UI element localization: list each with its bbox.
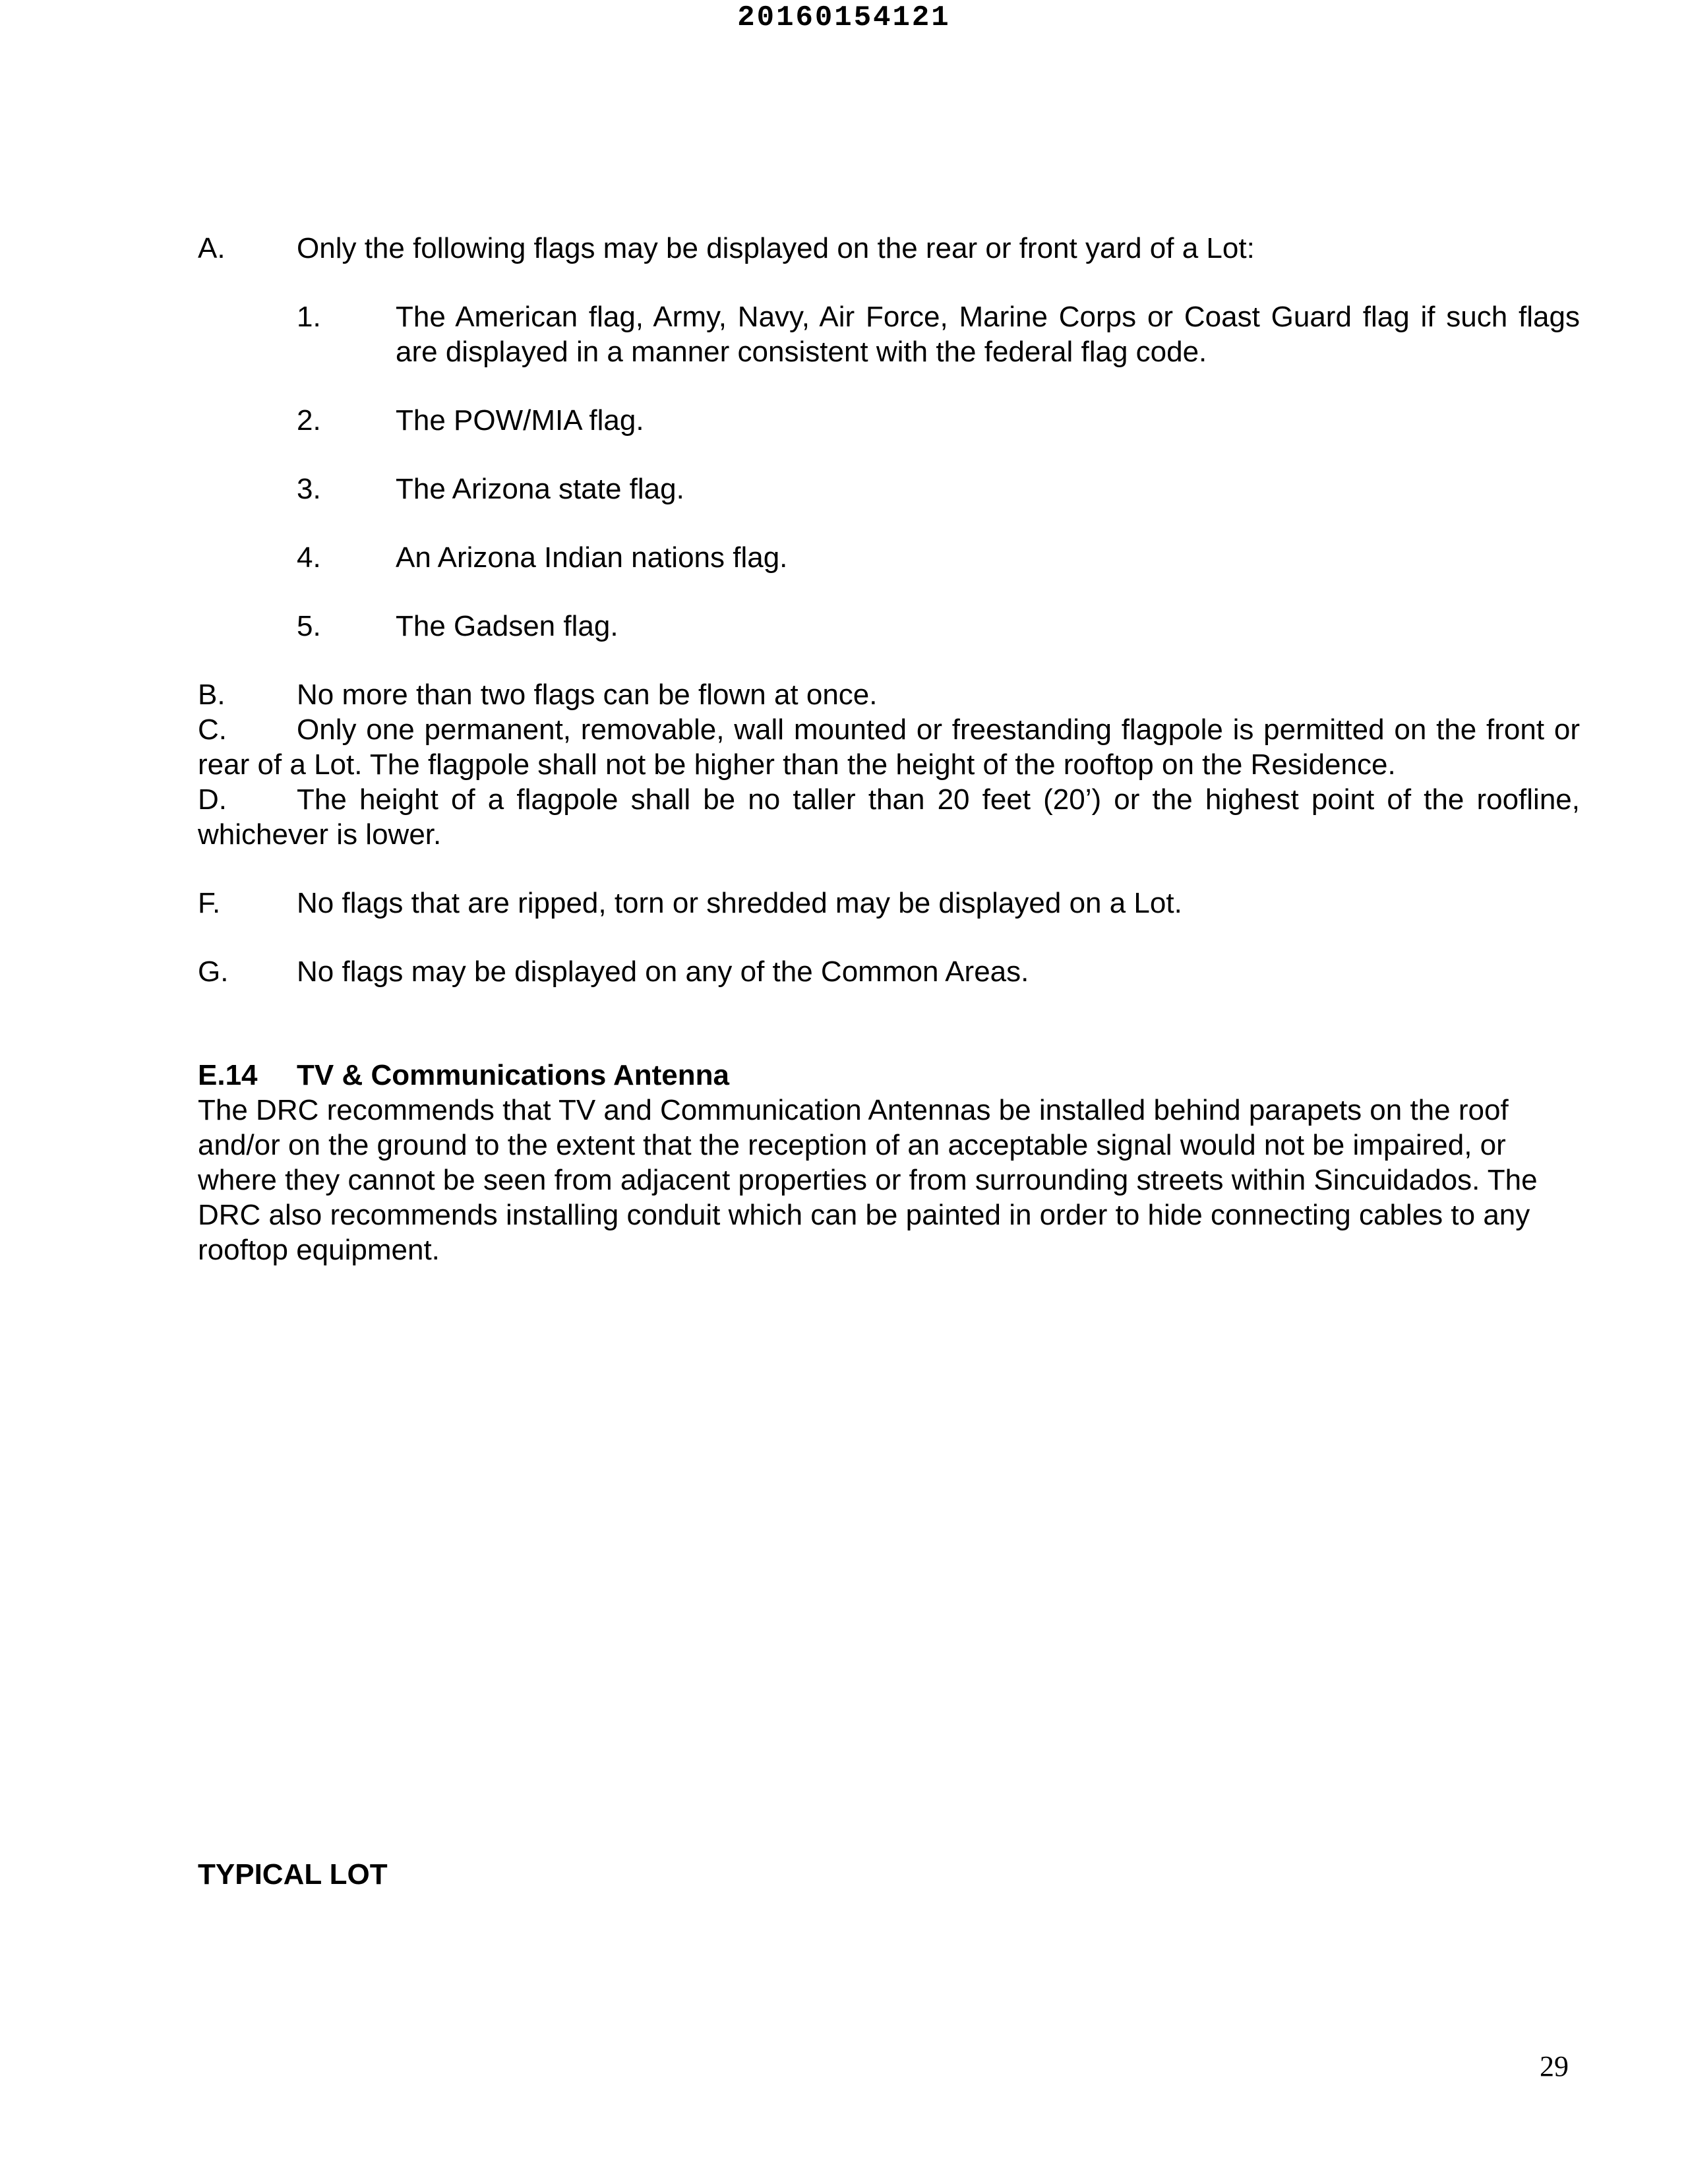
document-body: [198, 231, 1580, 1267]
section-e14-number: E.14: [198, 1059, 258, 1091]
section-g: [198, 954, 1580, 989]
section-f-text: No flags that are ripped, torn or shredded may be displayed on a Lot.: [297, 887, 1182, 919]
list-item-2-number: 2.: [297, 404, 321, 437]
section-a-label: A.: [198, 232, 226, 264]
section-b: [198, 677, 1580, 712]
section-c: [198, 712, 1580, 782]
list-item-5-text: The Gadsen flag.: [396, 610, 618, 642]
section-f: [198, 886, 1580, 921]
list-item-2: [297, 403, 1580, 438]
list-item-4-number: 4.: [297, 541, 321, 574]
section-b-text: No more than two flags can be flown at once.: [297, 679, 878, 711]
section-a-text: Only the following flags may be displayed on the rear or front yard of a Lot:: [297, 232, 1255, 264]
list-item-2-text: The POW/MIA flag.: [396, 404, 644, 437]
section-d-label: D.: [198, 783, 227, 816]
list-item-3-number: 3.: [297, 473, 321, 505]
section-f-label: F.: [198, 887, 221, 919]
section-e14-body: The DRC recommends that TV and Communication Antennas be installed behind parapets on the roof and/or on the ground to the extent that the reception of an acceptable signal would not be impaired, or where they cannot be seen from adjacent properties or from surrounding streets within Sincuidados. The DRC also recommends installing conduit which can be painted in order to hide connecting cables to any rooftop equipment.: [198, 1094, 1538, 1266]
list-item-5: [297, 609, 1580, 644]
list-item-5-number: 5.: [297, 610, 321, 642]
list-item-3-text: The Arizona state flag.: [396, 473, 684, 505]
section-d-text: The height of a flagpole shall be no taller than 20 feet (20’) or the highest point of the roofline, whichever is lower.: [198, 783, 1580, 851]
list-item-3: [297, 471, 1580, 506]
list-item-4: [297, 540, 1580, 575]
section-d: [198, 782, 1580, 852]
section-c-label: C.: [198, 713, 227, 746]
section-e14-title: TV & Communications Antenna: [297, 1059, 729, 1091]
section-b-label: B.: [198, 679, 226, 711]
list-item-1: [297, 299, 1580, 369]
typical-lot-heading: TYPICAL LOT: [198, 1858, 388, 1891]
list-item-1-number: 1.: [297, 301, 321, 333]
section-c-text: Only one permanent, removable, wall mounted or freestanding flagpole is permitted on the front or rear of a Lot. The flagpole shall not be higher than the height of the rooftop on the Residence.: [198, 713, 1580, 781]
list-item-4-text: An Arizona Indian nations flag.: [396, 541, 788, 574]
section-e14-heading: [198, 1058, 1580, 1093]
section-a: [198, 231, 1580, 266]
page-number: 29: [1540, 2050, 1569, 2082]
section-g-label: G.: [198, 956, 229, 988]
list-item-1-text: The American flag, Army, Navy, Air Force, Marine Corps or Coast Guard flag if such flags are displayed in a manner consistent with the federal flag code.: [396, 301, 1580, 368]
section-g-text: No flags may be displayed on any of the Common Areas.: [297, 956, 1029, 988]
document-number: 20160154121: [737, 1, 951, 34]
